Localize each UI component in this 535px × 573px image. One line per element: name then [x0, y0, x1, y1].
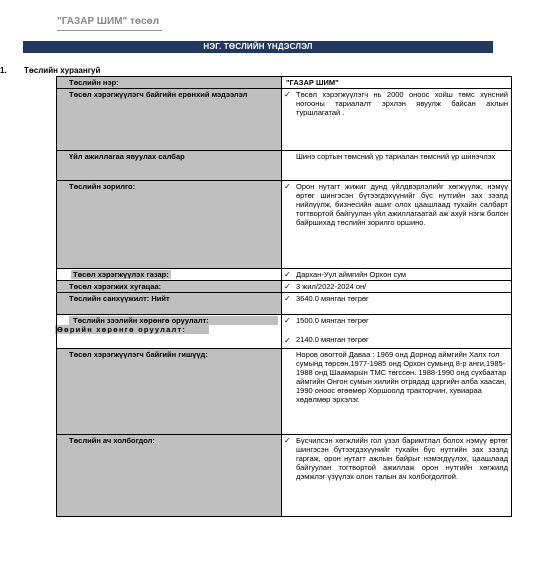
table-row	[57, 349, 512, 435]
row-label-duration: Төсөл хэрэгжих хугацаа:	[57, 281, 282, 293]
check-icon: ✓	[284, 90, 291, 99]
financing-text: 3640.0 мянган төгрөг	[296, 294, 369, 303]
check-icon: ✓	[284, 336, 291, 345]
own-investment-text: 2140.0 мянган төгрөг	[296, 335, 369, 344]
row-label-significance: Төслийн ач холбогдол:	[57, 435, 282, 517]
document-header-title: "ГАЗАР ШИМ" төсөл	[57, 16, 160, 27]
own-investment-label: Өөрийн хөрөнгө оруулалт:	[55, 325, 209, 334]
table-row	[57, 281, 512, 293]
row-value-members: Норов овогтой Даваа : 1969 онд Дорнод аймгийн Халх гол сумынд төрсөн.1977-1985 онд Орхон сумынд 8-р анги,1985-1988 онд Шаамарын ТМС төгссөн. 1988-1990 онд сүхбаатар аймгийн Онгон сумын хилийн отрядад цэргийн алба хаасан, 1990 оноос өгөөмөр Хоршоолд тракторчин, хувиараа хөдөлмөр эрхэлэг.	[282, 349, 512, 435]
row-value-sector: Шинэ сортын төмсний үр тариалан төмсний үр шинэчлэх	[282, 151, 512, 181]
significance-text: Бүсчилсэн хөгжлийн гол үзэл баримтлал болох нэмүү өртөг шингэсэн бүтээгдэхүүнийг тухайн бүс нутгийн зах зээлд гаргаж, орон нутагт ажлын байрыг нэмэгдүүлэх, цаашлаад байгуулан тогтвортой ажиллаж орон нутгийн хөгжилд дэмжлэг үзүүлэх олон талын ач холбогдолтой.	[296, 436, 508, 481]
duration-text: 3 жил/2022-2024 он/	[296, 282, 367, 291]
row-value-significance	[282, 435, 512, 517]
location-label-text: Төсөл хэрэгжүүлэх газар:	[73, 270, 169, 279]
row-value-financing	[282, 293, 512, 315]
list-number: 1.	[0, 66, 7, 75]
section-heading-bar: НЭГ. ТӨСЛИЙН ҮНДЭСЛЭЛ	[23, 41, 493, 53]
row-label-goal: Төслийн зорилго:	[57, 181, 282, 269]
row-label-financing: Төслийн санхүүжилт: Нийт	[57, 293, 282, 315]
check-icon: ✓	[284, 282, 291, 291]
table-row	[57, 315, 512, 349]
table-row	[57, 77, 512, 89]
check-icon: ✓	[284, 270, 291, 279]
loan-investment-label: Төслийн зээлийн хөрөнгө оруулалт:	[69, 316, 278, 325]
table-row	[57, 293, 512, 315]
table-row	[57, 89, 512, 151]
table-row	[57, 151, 512, 181]
row-value-implementer-info	[282, 89, 512, 151]
table-row	[57, 181, 512, 269]
row-value-location	[282, 269, 512, 281]
row-label-sector: Үйл ажиллагаа явуулах салбар	[57, 151, 282, 181]
location-text: Дархан-Уул аймгийн Орхон сум	[296, 270, 407, 279]
row-label-members: Төсөл хэрэгжүүлэгч байгийн гишүүд:	[57, 349, 282, 435]
check-icon: ✓	[284, 182, 291, 191]
row-value-investment	[282, 315, 512, 349]
row-label-investment	[57, 315, 282, 349]
goal-text: Орон нутагт жижиг дунд үйлдвэрлэлийг хөгжүүлж, нэмүү өртөг шингэсэн бүтээгдэхүүнийг бүс нутгийн зах зээлд нийлүүлж, бизнесийн ашиг олох цаашлаад тухайн салбарт тогтвортой байгуулан үйл ажиллагаатай аж ахуй нэгж болон байршихад төслийн зорилго оршино.	[296, 182, 508, 227]
list-title: Төслийн хураангуй	[24, 66, 101, 75]
implementer-info-text: Төсөл хэрэгжүүлэгч нь 2000 оноос хойш төмс хүнсний ногооны тариалалт эрхлэн явуулж байсан ахлын туршлагатай .	[296, 90, 508, 117]
loan-investment-text: 1500.0 мянган төгрөг	[296, 316, 369, 325]
row-value-goal	[282, 181, 512, 269]
row-value-duration	[282, 281, 512, 293]
check-icon: ✓	[284, 294, 291, 303]
check-icon: ✓	[284, 436, 291, 445]
row-label-implementer-info: Төсөл хэрэгжүүлэгч байгийн ерөнхий мэдээлэл	[57, 89, 282, 151]
row-label-project-name: Төслийн нэр:	[57, 77, 282, 89]
header-underline	[57, 30, 162, 31]
row-label-location	[57, 269, 282, 281]
table-row	[57, 435, 512, 517]
project-summary-table	[56, 76, 512, 517]
check-icon: ✓	[284, 316, 291, 325]
table-row	[57, 269, 512, 281]
row-value-project-name: "ГАЗАР ШИМ"	[282, 77, 512, 89]
